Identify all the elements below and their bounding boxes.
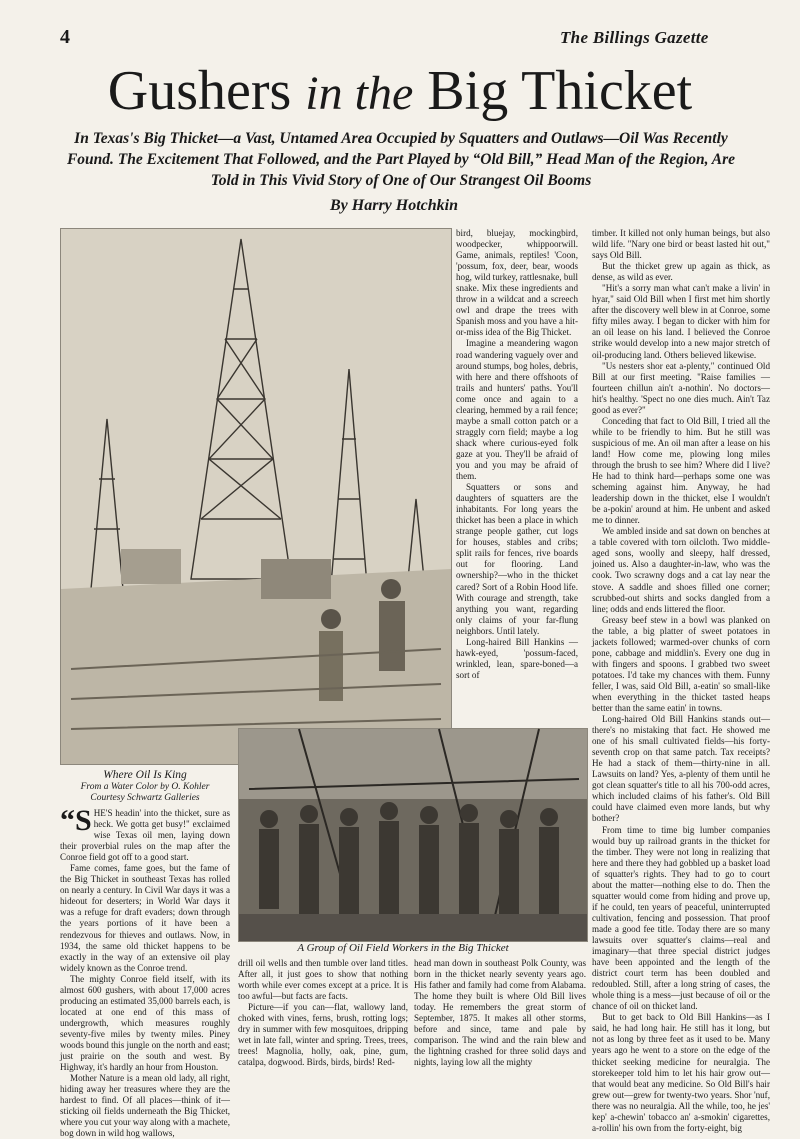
article-column-2-top <box>456 228 578 726</box>
col4-para-9: From time to time big lumber companies would buy up railroad grants in the thicket for the timber. They were not long in realizing that here and there they had gobbled up a basket load of squatter's rights. They had to go to court about the matter—nothing else to do. Then the squatter would come from hiding and prove up, if he could, ten years of peaceful, uninterrupted cultivation, fencing and possession. That proof made a good fee title. Today there are so many lawsuits over squatter's claims—real and imaginary—that three special district judges have been appointed and the length of the district court term has been doubled and redoubled. Still, after a long string of cases, the whole thing is a mess—just because of oil or the chance of oil on thicket land. <box>592 824 770 1012</box>
headline-part-3: Big Thicket <box>427 60 693 122</box>
col2b-para-1: drill oil wells and then tumble over land titles. After all, it just goes to show that nothing worth while ever comes except at a price. It is too awful—but facts are facts. <box>238 958 408 1002</box>
article-column-3-bottom <box>414 958 586 1090</box>
byline: By Harry Hotchkin <box>330 197 459 214</box>
image1-caption-credit: From a Water Color by O. Kohler <box>80 781 210 792</box>
col4-para-4: "Us nesters shor eat a-plenty," continued Old Bill at our first meeting. "Raise families —fourteen chillun ain't a-nothin'. No doctors—hit's healthy. 'Spect no one dies much. Ain't Taz good as ever?" <box>592 360 770 415</box>
article-column-2-bottom <box>238 958 408 1090</box>
drop-cap: “S <box>60 804 92 837</box>
col1-para-2: Fame comes, fame goes, but the fame of the Big Thicket in southeast Texas has rolled on nearly a century. In Civil War days it was a hideout for deserters; in World War days it was a refuge for draft evaders; down through the years portions of it have been a rendezvous for thieves and outlaws. Now, in 1934, the same old thicket happens to be exactly in the way of an extensive oil play widely known as the Conroe trend. <box>60 863 230 973</box>
col4-para-1: timber. It killed not only human beings, but also wild life. "Nary one bird or beast lasted hit out," says Old Bill. <box>592 228 770 261</box>
col2b-para-2: Picture—if you can—flat, wallowy land, choked with vines, ferns, brush, rotting logs; dry in summer with few mosquitoes, dripping wet in late fall, winter and spring. Trees, trees, trees! Magnolia, holly, oak, pine, gum, catalpa, dogwood. Birds, birds, birds! Red- <box>238 1002 408 1068</box>
image1-caption-title: Where Oil Is King <box>103 769 187 781</box>
col4-para-7: Greasy beef stew in a bowl was planked on the table, a big platter of sweet potatoes in jackets followed; warmed-over chunks of corn pone, cabbage and middlin's. Every one dug in with fingers and spoons. I grabbed two sweet potatoes. I'd take my chances with them. Funny feller, I was, said Old Bill, a-eatin' so small-like when everything in the thicket tasted heaps better than the same eatin' in towns. <box>592 614 770 714</box>
derricks-drawing <box>61 229 451 764</box>
col3b-para-1: head man down in southeast Polk County, was born in the thicket nearly seventy years ago. His father and family had come from Alabama. The home they built is where Old Bill lives today. He remembers the great storm of September, 1875. It makes all other storms, before and since, tame and pale by comparison. The wind and the rain blew and the lightning crashed for three solid days and nights, laying low all the mighty <box>414 958 586 1068</box>
deck: In Texas's Big Thicket—a Vast, Untamed Area Occupied by Squatters and Outlaws—Oil Was Recently Found. The Excitement That Followed, and the Part Played by “Old Bill,” Head Man of the Region, Are Told in This Vivid Story of One of Our Strangest Oil Booms <box>66 130 736 189</box>
workers-photo <box>238 728 588 942</box>
col4-para-3: "Hit's a sorry man what can't make a livin' in hyar," said Old Bill when I first met him shortly after the discovery well blew in at Conroe, some fifty miles away. I began to dicker with him for an oil lease on his land. I believed the Conroe strike would develop into a new major stretch of oil-producing land. Others believed likewise. <box>592 283 770 360</box>
col1-para-1: “SHE'S headin' into the thicket, sure as heck. We gotta get busy!" exclaimed wise Texas oil men, laying down their proverbial rules on the map after the Conroe field got off to a good start. <box>60 804 230 863</box>
col4-para-10: But to get back to Old Bill Hankins—as I said, he had long hair. He still has it long, but not as long by three feet as it used to be. Many years ago he went to a store on the edge of the thicket seeking medicine for neuralgia. The storekeeper told him to let his hair grow out—that would beat any medicine. So Old Bill's hair grew out—grew for twenty-two years. Shor 'nuf, there was no neuralgia. All the while, too, he jes' kep' a-chewin' tobacco an' a-smokin' cigarettes, a-rollin' his own from the forty-eight, big <box>592 1012 770 1133</box>
image2-caption: A Group of Oil Field Workers in the Big Thicket <box>297 942 509 954</box>
col2a-para-3: Squatters or sons and daughters of squatters are the inhabitants. For long years the thicket has been a place in which strange people gather, cut logs for houses, stables and cribs; split rails for fences, rive boards out for flooring. Land ownership?—who in the thicket cared? Sort of a Robin Hood life. With courage and strength, take anything you want, regarding only claims of your far-flung neighbors. Until lately. <box>456 482 578 636</box>
col2a-para-1: bird, bluejay, mockingbird, woodpecker, whippoorwill. Game, animals, reptiles! 'Coon, 'possum, fox, deer, bear, woods hog, wild turkey, rattlesnake, bull snake. Mix these ingredients and throw in a wildcat and a screech owl and drape the trees with Spanish moss and you have a hit-or-miss idea of the Big Thicket. <box>456 228 578 338</box>
col4-para-8: Long-haired Old Bill Hankins stands out—there's no mistaking that fact. He showed me one of his small cultivated fields—his forty-seventh crop on that same patch. Tax receipts? He had a stack of them—thirty-nine in all. Lawsuits on land? Yes, a-plenty of them until he got clean squatter's title to all his 700-odd acres, which included claims of his father's. Old Bill could have claimed even more lands, but why bother? <box>592 714 770 824</box>
page-number: 4 <box>60 26 70 48</box>
col4-para-5: Conceding that fact to Old Bill, I tried all the while to be friendly to him. But he still was suspicious of me. An oil man after a lease on his land! How come me, plowing long miles through the brush to see him? Where did I live? He had to think hard—perhaps some one was scheming against him. Anyway, he had leadership down in the thicket, else I wouldn't be a-pokin' around at him. He unbent and asked me to dinner. <box>592 415 770 526</box>
col1-para-4: Mother Nature is a mean old lady, all right, hiding away her treasures where they are the hardest to find. Of all places—think of it—sticking oil fields underneath the Big Thicket, where you cut your way along with a machete, bog down in wild hog wallows, <box>60 1073 230 1139</box>
image1-caption-courtesy: Courtesy Schwartz Galleries <box>90 793 200 803</box>
headline <box>0 56 800 129</box>
col4-para-2: But the thicket grew up again as thick, as dense, as wild as ever. <box>592 261 770 283</box>
workers-drawing <box>239 729 587 941</box>
article-column-4 <box>592 228 770 1133</box>
oil-derricks-illustration <box>60 228 452 765</box>
headline-part-2: in the <box>305 67 414 120</box>
image1-caption <box>60 770 230 805</box>
article-column-1 <box>60 804 230 1139</box>
masthead: The Billings Gazette <box>560 28 709 47</box>
col2a-para-4: Long-haired Bill Hankins — hawk-eyed, 'possum-faced, wrinkled, lean, spare-boned—a sort of <box>456 636 578 680</box>
col2a-para-2: Imagine a meandering wagon road wandering vaguely over and around stumps, bog holes, debris, with here and there offshoots of trails and hunters' paths. You'll come once and again to a clearing, hemmed by a rail fence; maybe a small cotton patch or a straggly corn field; maybe a log shack where curious-eyed folk gaze at you. They'll be afraid of you and you may be afraid of them. <box>456 338 578 482</box>
col4-para-6: We ambled inside and sat down on benches at a table covered with torn oilcloth. Two middle-aged sons, woolly and sleepy, half dressed, joined us. Also a daughter-in-law, who was the cook. Two scrawny dogs and a cat lay near the stove. A saddle and shoes filled one corner; scrubbed-out shirts and socks dangled from a line; odds and ends littered the floor. <box>592 526 770 614</box>
col1-para-3: The mighty Conroe field itself, with its almost 600 gushers, with about 17,000 acres producing an estimated 35,000 barrels each, is located at one end of this mass of undergrowth, which measures roughly seventy-five miles by twenty miles. Piney woods bound this jungle on the north and east; just prairie on the south and west. By Highway, it's hardly an hour from Houston. <box>60 973 230 1073</box>
headline-part-1: Gushers <box>107 60 292 122</box>
